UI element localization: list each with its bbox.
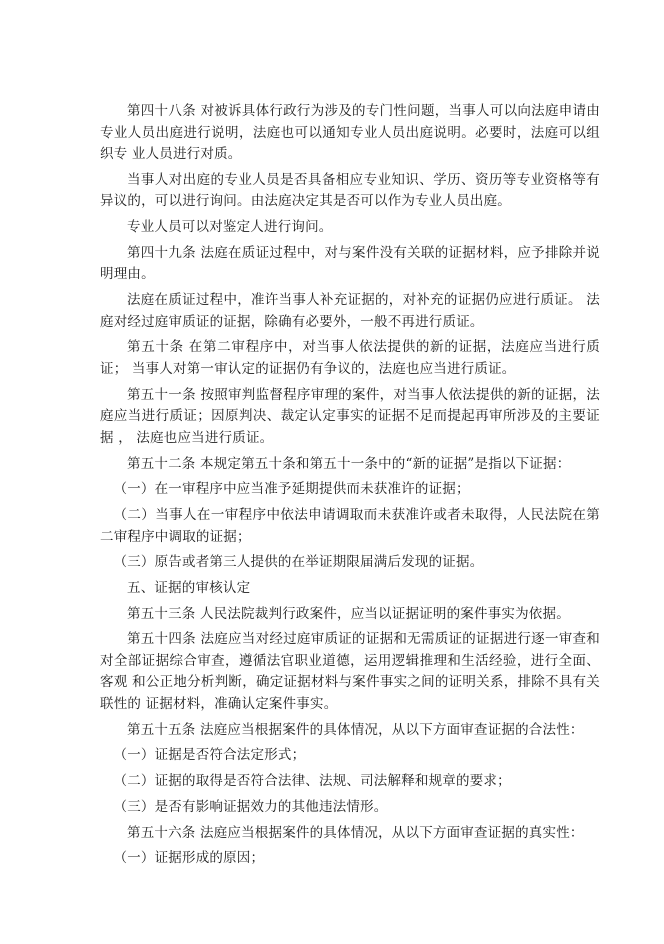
paragraph-article-55: 第五十五条 法庭应当根据案件的具体情况，从以下方面审查证据的合法性： — [127, 721, 584, 738]
paragraph-article-53: 第五十三条 人民法院裁判行政案件，应当以证据证明的案件事实为依据。 — [127, 605, 570, 622]
paragraph-article-51: 第五十一条 按照审判监督程序审理的案件，对当事人依法提供的新的证据，法庭应当进行质证；因原判决、裁定认定事实的证据不足而提起再审所涉及的主要证据 ， 法庭也应当进行质证。 — [100, 386, 600, 446]
paragraph-article-49: 第四十九条 法庭在质证过程中，对与案件没有关联的证据材料，应予排除并说明理由。 — [100, 244, 600, 283]
list-item: （二）证据的取得是否符合法律、法规、司法解释和规章的要求； — [113, 773, 511, 790]
list-item: （三）原告或者第三人提供的在举证期限届满后发现的证据。 — [113, 554, 484, 571]
document-body — [100, 101, 600, 874]
paragraph-supplementary-evidence: 法庭在质证过程中，准许当事人补充证据的，对补充的证据仍应进行质证。 法庭对经过庭审质证的证据，除确有必要外，一般不再进行质证。 — [100, 292, 600, 330]
paragraph-expert-qualification: 当事人对出庭的专业人员是否具备相应专业知识、学历、资历等专业资格等有异议的，可以进行询问。由法庭决定其是否可以作为专业人员出庭。 — [100, 171, 600, 210]
list-item: （一）在一审程序中应当准予延期提供而未获准许的证据； — [113, 481, 470, 498]
list-item: （三）是否有影响证据效力的其他违法情形。 — [113, 798, 388, 815]
list-item: （一）证据形成的原因； — [113, 850, 265, 867]
list-item: （一）证据是否符合法定形式； — [113, 747, 306, 764]
section-heading: 五、证据的审核认定 — [127, 579, 251, 596]
paragraph-article-52: 第五十二条 本规定第五十条和第五十一条中的“新的证据”是指以下证据： — [127, 455, 571, 472]
paragraph-expert-questioning: 专业人员可以对鉴定人进行询问。 — [127, 219, 333, 236]
paragraph-article-48: 第四十八条 对被诉具体行政行为涉及的专门性问题，当事人可以向法庭申请由专业人员出庭进行说明，法庭也可以通知专业人员出庭说明。必要时，法庭可以组织专 业人员进行对质。 — [100, 103, 600, 163]
paragraph-article-54: 第五十四条 法庭应当对经过庭审质证的证据和无需质证的证据进行逐一审查和对全部证据综合审查，遵循法官职业道德，运用逻辑推理和生活经验，进行全面、客观 和公正地分析判断，确定证据材料与案件事实之间的证明关系，排除不具有关联性的 证据材料，准确认定案件事实。 — [100, 631, 600, 713]
paragraph-article-56: 第五十六条 法庭应当根据案件的具体情况，从以下方面审查证据的真实性： — [127, 824, 584, 841]
paragraph-article-50: 第五十条 在第二审程序中，对当事人依法提供的新的证据，法庭应当进行质证； 当事人对第一审认定的证据仍有争议的，法庭也应当进行质证。 — [100, 339, 600, 377]
list-item: （二）当事人在一审程序中依法申请调取而未获准许或者未取得，人民法院在第二审程序中调取的证据； — [100, 506, 600, 545]
